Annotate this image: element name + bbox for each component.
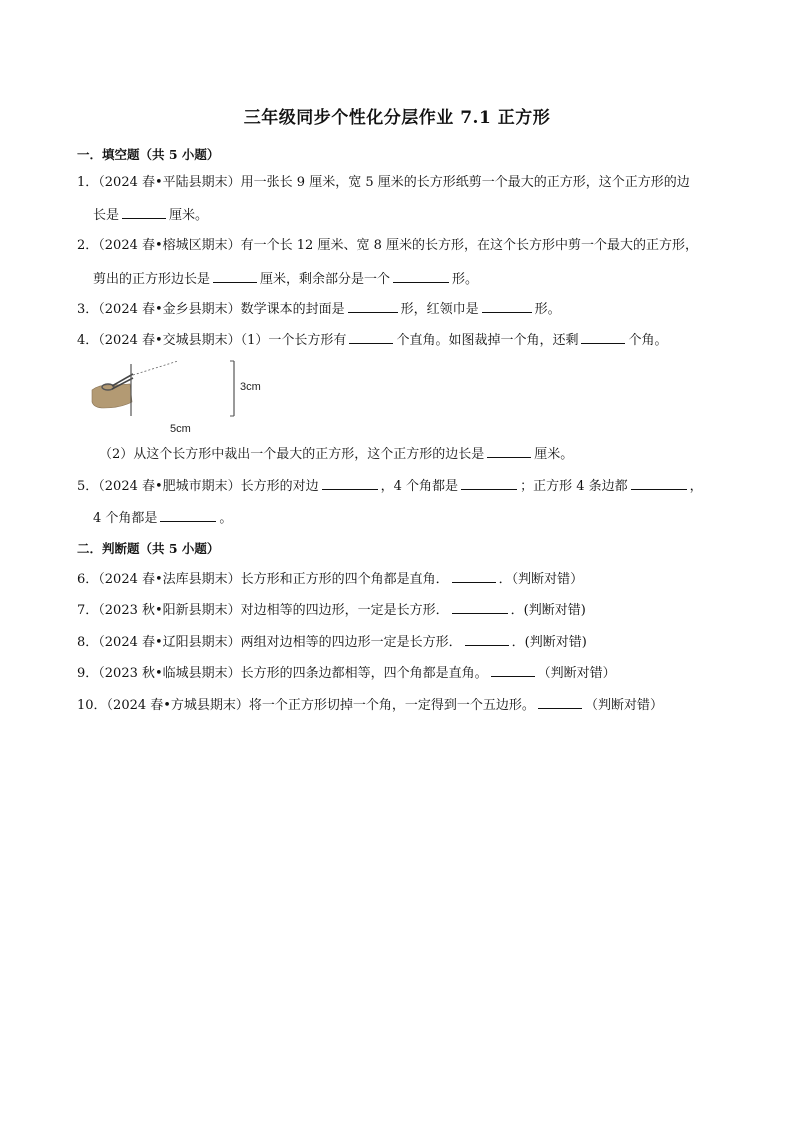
question-4-part-2: （2）从这个长方形中裁出一个最大的正方形，这个正方形的边长是 厘米。: [99, 447, 574, 462]
answer-blank[interactable]: [213, 270, 257, 283]
answer-blank[interactable]: [465, 633, 509, 646]
question-3: 3．（2024 春•金乡县期末）数学课本的封面是 形，红领巾是 形。: [77, 302, 561, 317]
answer-blank[interactable]: [349, 331, 393, 344]
answer-blank[interactable]: [160, 509, 216, 522]
question-2-cont: 剪出的正方形边长是 厘米，剩余部分是一个 形。: [93, 272, 479, 287]
question-7: 7．（2023 秋•阳新县期末）对边相等的四边形，一定是长方形． ．(判断对错): [77, 603, 586, 618]
question-5: 5．（2024 春•肥城市期末）长方形的对边 ，4 个角都是 ；正方形 4 条边都 ，: [77, 479, 703, 494]
answer-blank[interactable]: [348, 300, 398, 313]
height-label: 3cm: [240, 381, 261, 393]
width-label: 5cm: [170, 423, 191, 435]
question-4: 4．（2024 春•交城县期末）（1）一个长方形有 个直角。如图裁掉一个角，还剩 个角。: [77, 333, 668, 348]
question-1-cont: 长是 厘米。: [93, 208, 209, 223]
section-judge-heading: 二．判断题（共 5 小题）: [77, 541, 220, 556]
answer-blank[interactable]: [538, 696, 582, 709]
answer-blank[interactable]: [452, 570, 496, 583]
page-title: 三年级同步个性化分层作业 7.1 正方形: [243, 108, 551, 128]
answer-blank[interactable]: [122, 206, 166, 219]
section-fill-heading: 一．填空题（共 5 小题）: [77, 147, 220, 162]
answer-blank[interactable]: [393, 270, 449, 283]
question-6: 6．（2024 春•法库县期末）长方形和正方形的四个角都是直角． ．（判断对错）: [77, 572, 584, 587]
question-9: 9．（2023 秋•临城县期末）长方形的四条边都相等，四个角都是直角。 （判断对错）: [77, 666, 616, 681]
answer-blank[interactable]: [487, 445, 531, 458]
question-5-cont: 4 个角都是 。: [93, 511, 233, 526]
answer-blank[interactable]: [581, 331, 625, 344]
question-2: 2．（2024 春•榕城区期末）有一个长 12 厘米、宽 8 厘米的长方形，在这个长方形中剪一个最大的正方形，: [77, 238, 698, 253]
question-10: 10．（2024 春•方城县期末）将一个正方形切掉一个角，一定得到一个五边形。 （判断对错）: [77, 698, 663, 713]
answer-blank[interactable]: [491, 664, 535, 677]
answer-blank[interactable]: [482, 300, 532, 313]
question-1: 1．（2024 春•平陆县期末）用一张长 9 厘米，宽 5 厘米的长方形纸剪一个最大的正方形，这个正方形的边: [77, 175, 690, 190]
rectangle-scissors-figure: [90, 358, 280, 436]
answer-blank[interactable]: [461, 477, 517, 490]
answer-blank[interactable]: [322, 477, 378, 490]
answer-blank[interactable]: [452, 601, 508, 614]
hand-shape: [92, 384, 132, 408]
question-8: 8．（2024 春•辽阳县期末）两组对边相等的四边形一定是长方形． ．(判断对错): [77, 635, 587, 650]
answer-blank[interactable]: [631, 477, 687, 490]
cut-line: [133, 361, 178, 375]
